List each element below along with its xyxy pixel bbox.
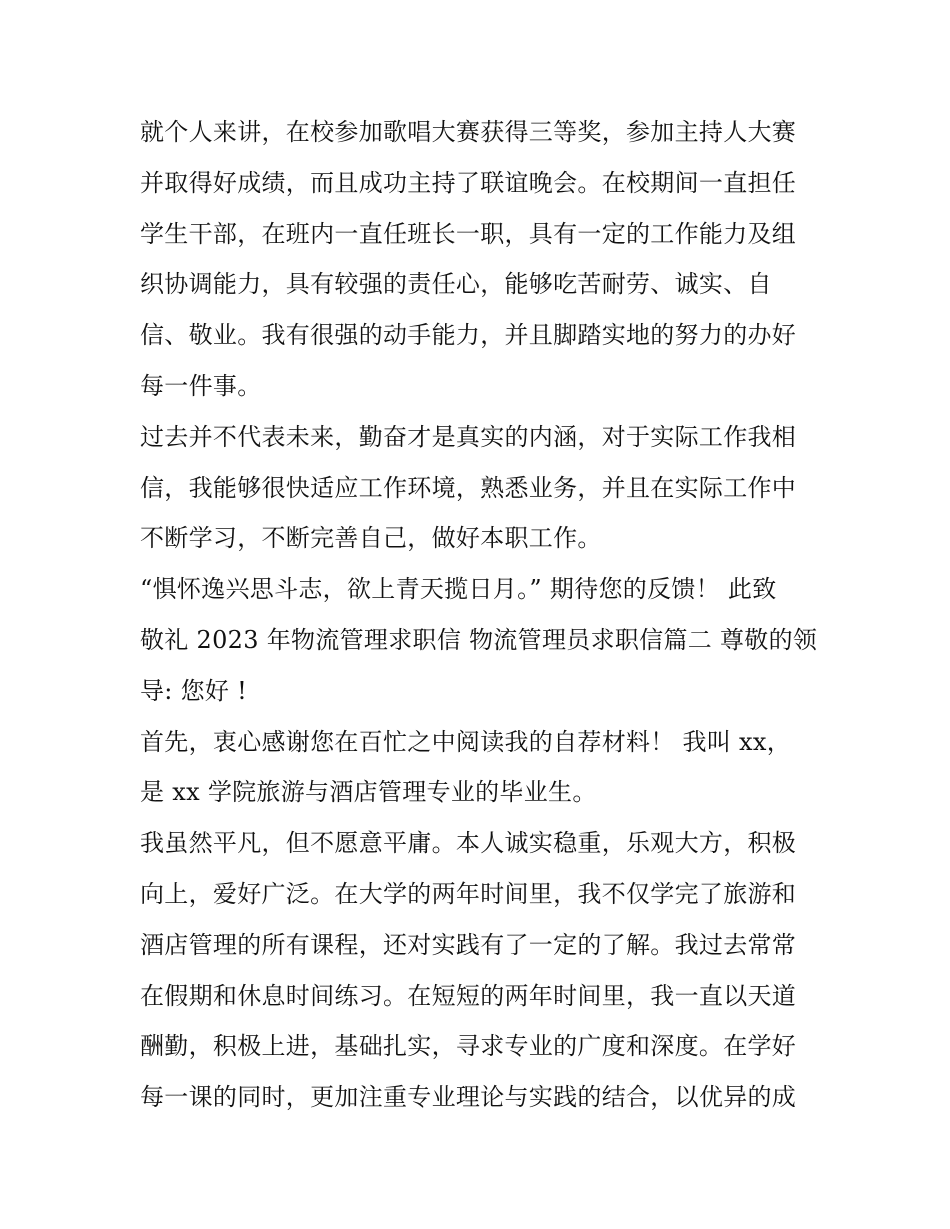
text-line: 并取得好成绩，而且成功主持了联谊晚会。在校期间一直担任	[140, 168, 797, 197]
text-line: 是 xx 学院旅游与酒店管理专业的毕业生。	[140, 778, 597, 807]
text-line: 学生干部，在班内一直任班长一职，具有一定的工作能力及组	[140, 219, 797, 248]
text-line: 首先，衷心感谢您在百忙之中阅读我的自荐材料！ 我叫 xx，	[140, 727, 792, 756]
text-line: 信，我能够很快适应工作环境，熟悉业务，并且在实际工作中	[140, 473, 797, 502]
text-line: 敬礼 2023 年物流管理求职信 物流管理员求职信篇二 尊敬的领	[140, 625, 818, 654]
text-line: 信、敬业。我有很强的动手能力，并且脚踏实地的努力的办好	[140, 321, 797, 350]
text-line: 每一件事。	[140, 371, 262, 400]
text-line: “惧怀逸兴思斗志，欲上青天揽日月。” 期待您的反馈！ 此致	[140, 575, 777, 604]
text-line: 在假期和休息时间练习。在短短的两年时间里，我一直以天道	[140, 981, 797, 1010]
text-line: 酬勤，积极上进，基础扎实，寻求专业的广度和深度。在学好	[140, 1032, 797, 1061]
text-line: 我虽然平凡，但不愿意平庸。本人诚实稳重，乐观大方，积极	[140, 829, 797, 858]
text-line: 不断学习，不断完善自己，做好本职工作。	[140, 524, 602, 553]
text-line: 就个人来讲，在校参加歌唱大赛获得三等奖，参加主持人大赛	[140, 118, 797, 146]
text-line: 酒店管理的所有课程，还对实践有了一定的了解。我过去常常	[140, 930, 797, 959]
text-line: 织协调能力，具有较强的责任心，能够吃苦耐劳、诚实、自	[140, 270, 772, 299]
text-line: 导: 您好 !	[140, 676, 248, 705]
text-line: 向上，爱好广泛。在大学的两年时间里，我不仅学完了旅游和	[140, 879, 797, 908]
text-line: 过去并不代表未来，勤奋才是真实的内涵，对于实际工作我相	[140, 422, 797, 451]
document-body	[140, 107, 820, 1123]
text-line: 每一课的同时，更加注重专业理论与实践的结合，以优异的成	[140, 1083, 797, 1112]
